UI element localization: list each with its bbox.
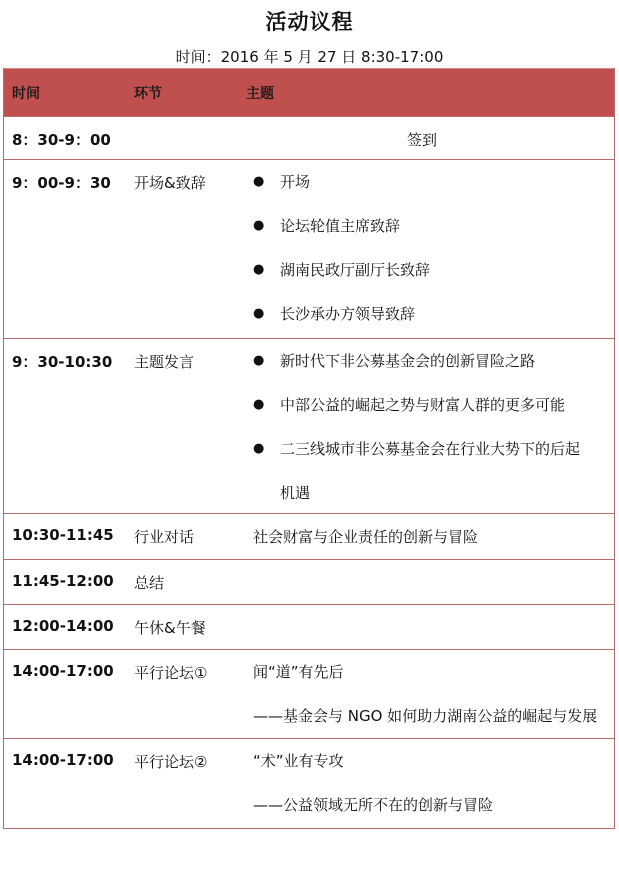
column-header-topic: 主题 xyxy=(246,85,274,102)
time-cell: 14:00-17:00 xyxy=(12,662,114,680)
topic-title: “术”业有专攻 xyxy=(253,752,344,770)
table-row xyxy=(4,649,614,738)
list-item: ● 长沙承办方领导致辞 xyxy=(246,304,614,348)
table-row xyxy=(4,604,614,649)
topic-subtitle: ——公益领域无所不在的创新与冒险 xyxy=(253,796,494,814)
bullet-icon: ● xyxy=(253,353,265,368)
time-cell: 9：00-9：30 xyxy=(12,174,111,192)
column-header-session: 环节 xyxy=(134,85,162,102)
topic-title: 闻“道”有先后 xyxy=(253,663,344,681)
time-cell: 10:30-11:45 xyxy=(12,526,114,544)
topic-cell xyxy=(246,739,614,828)
list-item-continuation: 机遇 xyxy=(280,484,311,502)
table-row xyxy=(4,738,614,828)
list-item: ● 中部公益的崛起之势与财富人群的更多可能 xyxy=(246,395,614,439)
table-row xyxy=(4,159,614,338)
session-cell: 平行论坛② xyxy=(134,753,208,771)
column-header-time: 时间 xyxy=(12,85,40,102)
page-title: 活动议程 xyxy=(265,10,354,34)
bullet-icon: ● xyxy=(253,441,265,456)
agenda-table xyxy=(3,68,615,829)
bullet-icon: ● xyxy=(253,174,265,189)
time-cell: 12:00-14:00 xyxy=(12,617,114,635)
table-header xyxy=(4,68,614,116)
list-item: ● 论坛轮值主席致辞 xyxy=(246,216,614,260)
session-cell: 开场&致辞 xyxy=(134,174,206,192)
event-date-time: 时间：2016 年 5 月 27 日 8:30-17:00 xyxy=(175,48,444,66)
session-cell: 总结 xyxy=(134,574,165,592)
session-cell: 平行论坛① xyxy=(134,664,208,682)
topic-cell: 社会财富与企业责任的创新与冒险 xyxy=(253,528,479,546)
bullet-icon: ● xyxy=(253,397,265,412)
list-item: ● 新时代下非公募基金会的创新冒险之路 xyxy=(246,351,614,395)
bullet-icon: ● xyxy=(253,218,265,233)
topic-cell xyxy=(246,339,614,513)
bullet-icon: ● xyxy=(253,306,265,321)
session-cell: 午休&午餐 xyxy=(134,619,206,637)
time-cell: 8：30-9：00 xyxy=(12,131,111,149)
topic-cell xyxy=(246,160,614,338)
bullet-icon: ● xyxy=(253,262,265,277)
list-item: ● 二三线城市非公募基金会在行业大势下的后起 xyxy=(246,439,614,483)
time-cell: 11:45-12:00 xyxy=(12,572,114,590)
table-row xyxy=(4,338,614,513)
topic-cell xyxy=(246,650,614,738)
session-cell xyxy=(134,117,246,159)
table-row xyxy=(4,559,614,604)
list-item: ● 湖南民政厅副厅长致辞 xyxy=(246,260,614,304)
topic-cell xyxy=(246,560,614,604)
topic-subtitle: ——基金会与 NGO 如何助力湖南公益的崛起与发展 xyxy=(253,707,598,725)
table-row xyxy=(4,116,614,159)
topic-cell xyxy=(246,605,614,649)
time-cell: 9：30-10:30 xyxy=(12,353,113,371)
table-row xyxy=(4,513,614,559)
list-item: ● 开场 xyxy=(246,172,614,216)
time-cell: 14:00-17:00 xyxy=(12,751,114,769)
session-cell: 行业对话 xyxy=(134,528,195,546)
topic-cell: 签到 xyxy=(406,131,437,149)
session-cell: 主题发言 xyxy=(134,353,195,371)
